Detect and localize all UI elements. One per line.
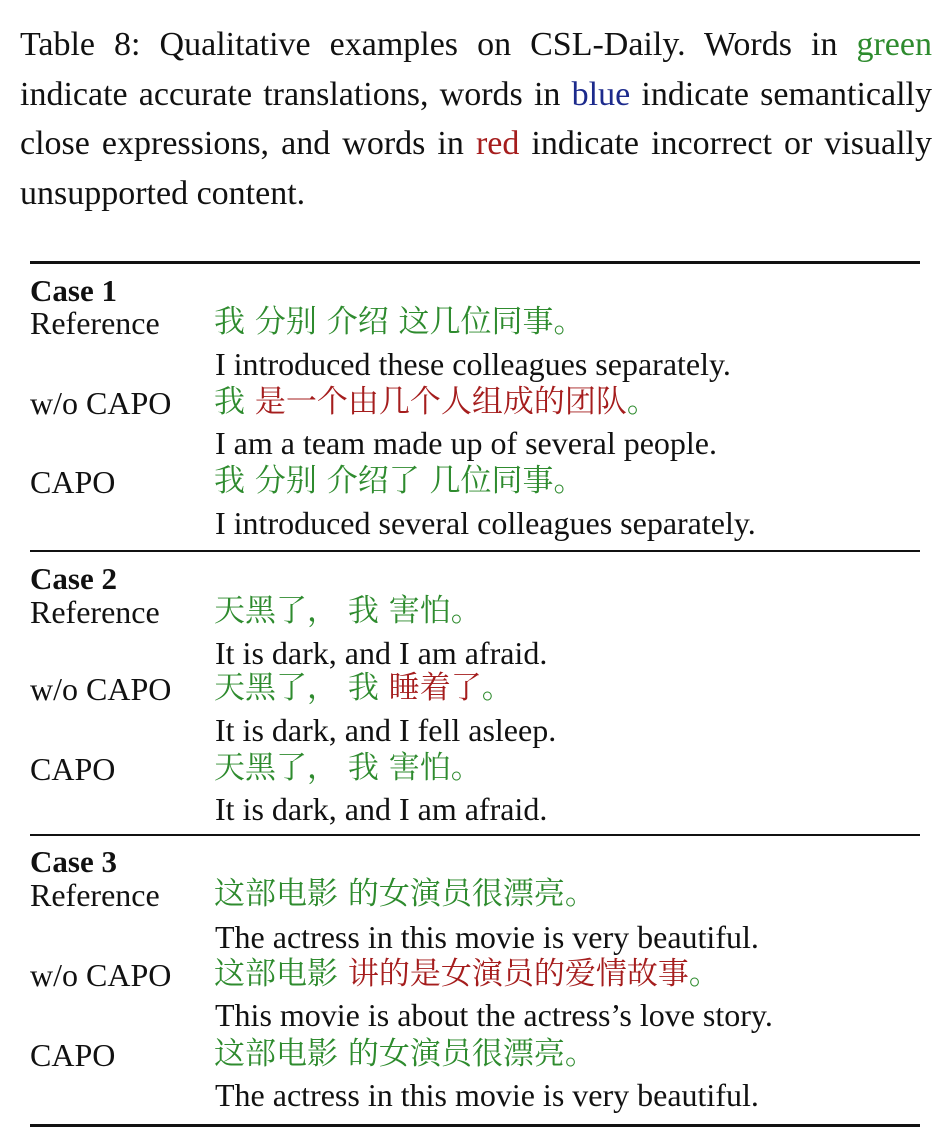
zh-segment: 睡着了 [388, 670, 482, 706]
zh-segment: 是一个由几个人组成的团队 [254, 384, 627, 420]
case-2-capo-en: It is dark, and I am afraid. [215, 791, 548, 827]
case-2-reference-label: Reference [30, 594, 160, 630]
caption-suffix: indicate incorrect or visually unsupported content. [20, 125, 932, 212]
case-3-reference-label: Reference [30, 877, 160, 913]
case-3-title: Case 3 [30, 844, 117, 879]
zh-segment: 我 分别 介绍 这几位同事。 [214, 304, 585, 340]
zh-segment: 。 [481, 670, 513, 706]
case-1-reference-zh [214, 304, 585, 340]
table-bottom-rule [30, 1124, 920, 1127]
case-2-wo-capo-zh [214, 670, 513, 706]
case-3-wo-capo-label: w/o CAPO [30, 957, 172, 993]
zh-segment: 我 [214, 384, 255, 420]
zh-segment: 我 分别 介绍了 几位同事。 [214, 463, 585, 499]
case-3-capo-label: CAPO [30, 1037, 116, 1073]
case-2-capo-zh [214, 750, 482, 786]
case-2-reference-zh [214, 593, 482, 629]
case-1-wo-capo-zh [214, 384, 658, 420]
zh-segment: 天黑了， 我 [214, 670, 389, 706]
zh-segment: 讲的是女演员的爱情故事 [347, 956, 689, 992]
case-3-wo-capo-zh [214, 956, 720, 992]
table-caption [20, 20, 932, 218]
table-top-rule [30, 261, 920, 264]
caption-prefix: Table 8: Qualitative examples on CSL-Daily. Words in [20, 26, 857, 63]
case-2-capo-label: CAPO [30, 751, 116, 787]
case-1-capo-label: CAPO [30, 464, 116, 500]
case-2-wo-capo-label: w/o CAPO [30, 671, 172, 707]
case-3-reference-zh [214, 876, 596, 912]
zh-segment: 天黑了， 我 害怕。 [214, 750, 482, 786]
case-1-wo-capo-en: I am a team made up of several people. [215, 425, 717, 461]
case-separator-rule [30, 550, 920, 552]
case-3-wo-capo-en: This movie is about the actress’s love story. [215, 997, 773, 1033]
zh-segment: 这部电影 的女演员很漂亮。 [214, 1036, 596, 1072]
zh-segment: 。 [688, 956, 720, 992]
caption-mid-1: indicate accurate translations, words in [20, 75, 572, 113]
zh-segment: 这部电影 [214, 956, 348, 992]
case-1-title: Case 1 [30, 273, 117, 308]
case-1-wo-capo-label: w/o CAPO [30, 385, 172, 421]
case-2-title: Case 2 [30, 561, 117, 596]
caption-red-word: red [475, 125, 520, 162]
case-3-capo-en: The actress in this movie is very beautiful. [215, 1077, 759, 1113]
caption-blue-word: blue [571, 75, 631, 113]
caption-mid-2: indicate semantically close expressions, and words in [20, 75, 933, 162]
case-1-capo-zh [214, 463, 585, 499]
case-1-reference-en: I introduced these colleagues separately. [215, 346, 731, 382]
case-3-reference-en: The actress in this movie is very beautiful. [215, 919, 759, 955]
caption-green-word: green [856, 26, 932, 63]
zh-segment: 。 [626, 384, 658, 420]
case-separator-rule [30, 834, 920, 836]
case-2-reference-en: It is dark, and I am afraid. [215, 635, 548, 671]
case-3-capo-zh [214, 1036, 596, 1072]
case-1-capo-en: I introduced several colleagues separately. [215, 505, 756, 541]
zh-segment: 天黑了， 我 害怕。 [214, 593, 482, 629]
case-1-reference-label: Reference [30, 305, 160, 341]
zh-segment: 这部电影 的女演员很漂亮。 [214, 876, 596, 912]
case-2-wo-capo-en: It is dark, and I fell asleep. [215, 712, 557, 748]
